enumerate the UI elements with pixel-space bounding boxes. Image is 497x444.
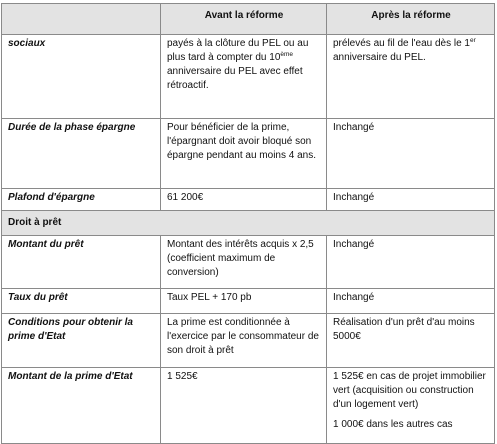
superscript-er: er [470,37,476,44]
table-row [2,368,495,444]
row-label-sociaux: sociaux [2,35,161,119]
cell-after-duree: Inchangé [327,119,495,189]
cell-before-montant-prime: 1 525€ [161,368,327,444]
text-before-sociaux-a: payés à la clôture du PEL ou au plus tard à compter du 10 [167,38,309,63]
text-before-sociaux-b: anniversaire du PEL avec effet rétroactif. [167,66,303,91]
table-row [2,236,495,289]
section-row-droit-a-pret [2,211,495,236]
row-label-montant-prime: Montant de la prime d'Etat [2,368,161,444]
row-label-taux: Taux du prêt [2,289,161,314]
text-after-sociaux-a: prélevés au fil de l'eau dès le 1 [333,38,470,49]
row-label-conditions: Conditions pour obtenir la prime d'Etat [2,314,161,368]
row-label-duree: Durée de la phase épargne [2,119,161,189]
table-row [2,189,495,211]
header-after-reform: Après la réforme [327,4,495,35]
table-row [2,119,495,189]
header-empty-cell [2,4,161,35]
cell-after-montant-prime [327,368,495,444]
cell-after-plafond: Inchangé [327,189,495,211]
header-before-reform: Avant la réforme [161,4,327,35]
table-row [2,314,495,368]
cell-before-conditions: La prime est conditionnée à l'exercice par le consommateur de son droit à prêt [161,314,327,368]
superscript-eme: ème [280,51,294,58]
reform-comparison-table [1,3,495,444]
cell-after-sociaux [327,35,495,119]
cell-before-sociaux [161,35,327,119]
row-label-montant-pret: Montant du prêt [2,236,161,289]
table-row [2,289,495,314]
cell-before-taux: Taux PEL + 170 pb [161,289,327,314]
table-header-row [2,4,495,35]
text-after-prime-green: 1 525€ en cas de projet immobilier vert (acquisition ou construction d'un logement vert) [333,371,486,410]
cell-after-conditions: Réalisation d'un prêt d'au moins 5000€ [327,314,495,368]
row-label-plafond: Plafond d'épargne [2,189,161,211]
cell-before-montant-pret: Montant des intérêts acquis x 2,5 (coefficient maximum de conversion) [161,236,327,289]
table-row [2,35,495,119]
cell-before-plafond: 61 200€ [161,189,327,211]
section-title-droit-a-pret: Droit à prêt [2,211,495,236]
cell-after-montant-pret: Inchangé [327,236,495,289]
text-after-prime-other: 1 000€ dans les autres cas [333,419,453,430]
cell-after-taux: Inchangé [327,289,495,314]
text-after-sociaux-b: anniversaire du PEL. [333,52,426,63]
cell-before-duree: Pour bénéficier de la prime, l'épargnant doit avoir bloqué son épargne pendant au moins 4 ans. [161,119,327,189]
